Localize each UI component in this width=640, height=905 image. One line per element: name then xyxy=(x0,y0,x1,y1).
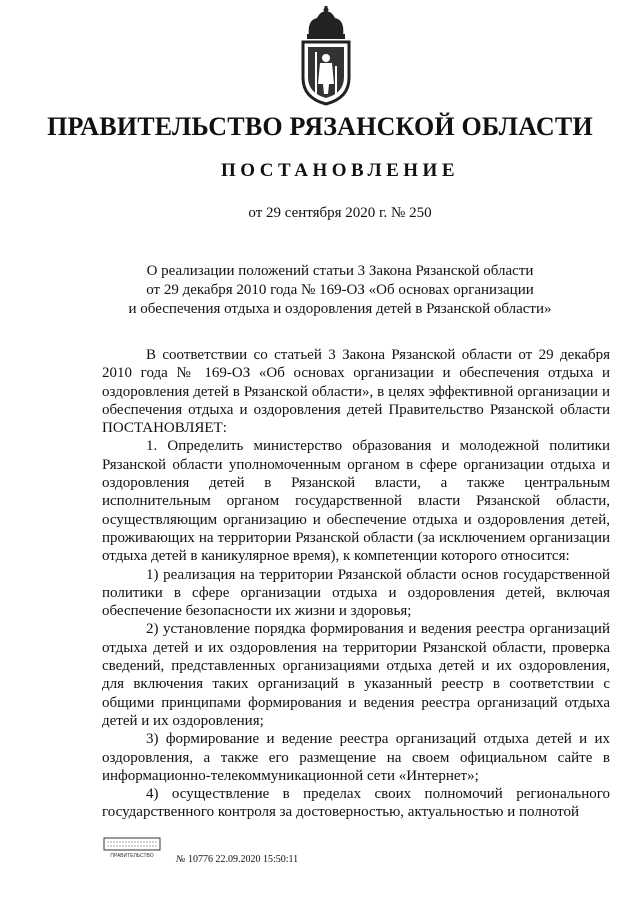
registration-mark-icon: № xyxy=(176,854,186,865)
svg-text:ПРАВИТЕЛЬСТВО: ПРАВИТЕЛЬСТВО xyxy=(110,853,154,859)
document-type: ПОСТАНОВЛЕНИЕ xyxy=(220,160,460,181)
document-body xyxy=(102,346,610,822)
document-date-number: от 29 сентября 2020 г. № 250 xyxy=(248,205,432,221)
office-stamp-icon xyxy=(103,836,161,860)
coat-of-arms-emblem xyxy=(295,6,357,106)
subject-line: от 29 декабря 2010 года № 169-ОЗ «Об основах организации xyxy=(146,282,534,298)
body-paragraph: 1. Определить министерство образования и молодежной политики Рязанской области уполномоченным органом в сфере организации отдыха и оздоровления детей в Рязанской власти, а также центральным исполнительным органом государственной власти Рязанской области, осуществляющим организацию и обеспечение отдыха и оздоровления детей, проживающих на территории Рязанской области (за исключением организации отдыха детей в каникулярное время), к компетенции которого относится: xyxy=(102,438,610,565)
body-paragraph: В соответствии со статьей 3 Закона Рязанской области от 29 декабря 2010 года № 169-ОЗ «Об основах организации и обеспечения отдыха и оздоровления детей в Рязанской области», в целях эффективной организации и обеспечения отдыха и оздоровления детей Правительство Рязанской области ПОСТАНОВЛЯЕТ: xyxy=(102,347,610,437)
subject-line: О реализации положений статьи 3 Закона Рязанской области xyxy=(146,263,534,279)
subject-line: и обеспечения отдыха и оздоровления детей в Рязанской области» xyxy=(128,301,552,317)
body-paragraph: 3) формирование и ведение реестра организаций отдыха детей и их оздоровления, а также его размещение на своем официальном сайте в информационно-телекоммуникационной сети «Интернет»; xyxy=(102,731,610,784)
organization-title: ПРАВИТЕЛЬСТВО РЯЗАНСКОЙ ОБЛАСТИ xyxy=(47,112,593,141)
body-paragraph: 2) установление порядка формирования и ведения реестра организаций отдыха детей и их оздоровления на территории Рязанской области, проверка сведений, представленных организациями отдыха детей и их оздоровления, для включения таких организаций в указанный реестр в соответствии с общими принципами формирования и ведения реестра организаций отдыха детей и их оздоровления; xyxy=(102,621,610,729)
document-subject xyxy=(100,262,580,319)
registration-text: 10776 22.09.2020 15:50:11 xyxy=(187,854,299,865)
registration-stamp xyxy=(176,854,298,865)
body-paragraph: 4) осуществление в пределах своих полномочий регионального государственного контроля за достоверностью, актуальностью и полнотой xyxy=(102,786,610,821)
body-paragraph: 1) реализация на территории Рязанской области основ государственной политики в сфере организации отдыха и оздоровления детей, включая обеспечение безопасности их жизни и здоровья; xyxy=(102,566,610,620)
